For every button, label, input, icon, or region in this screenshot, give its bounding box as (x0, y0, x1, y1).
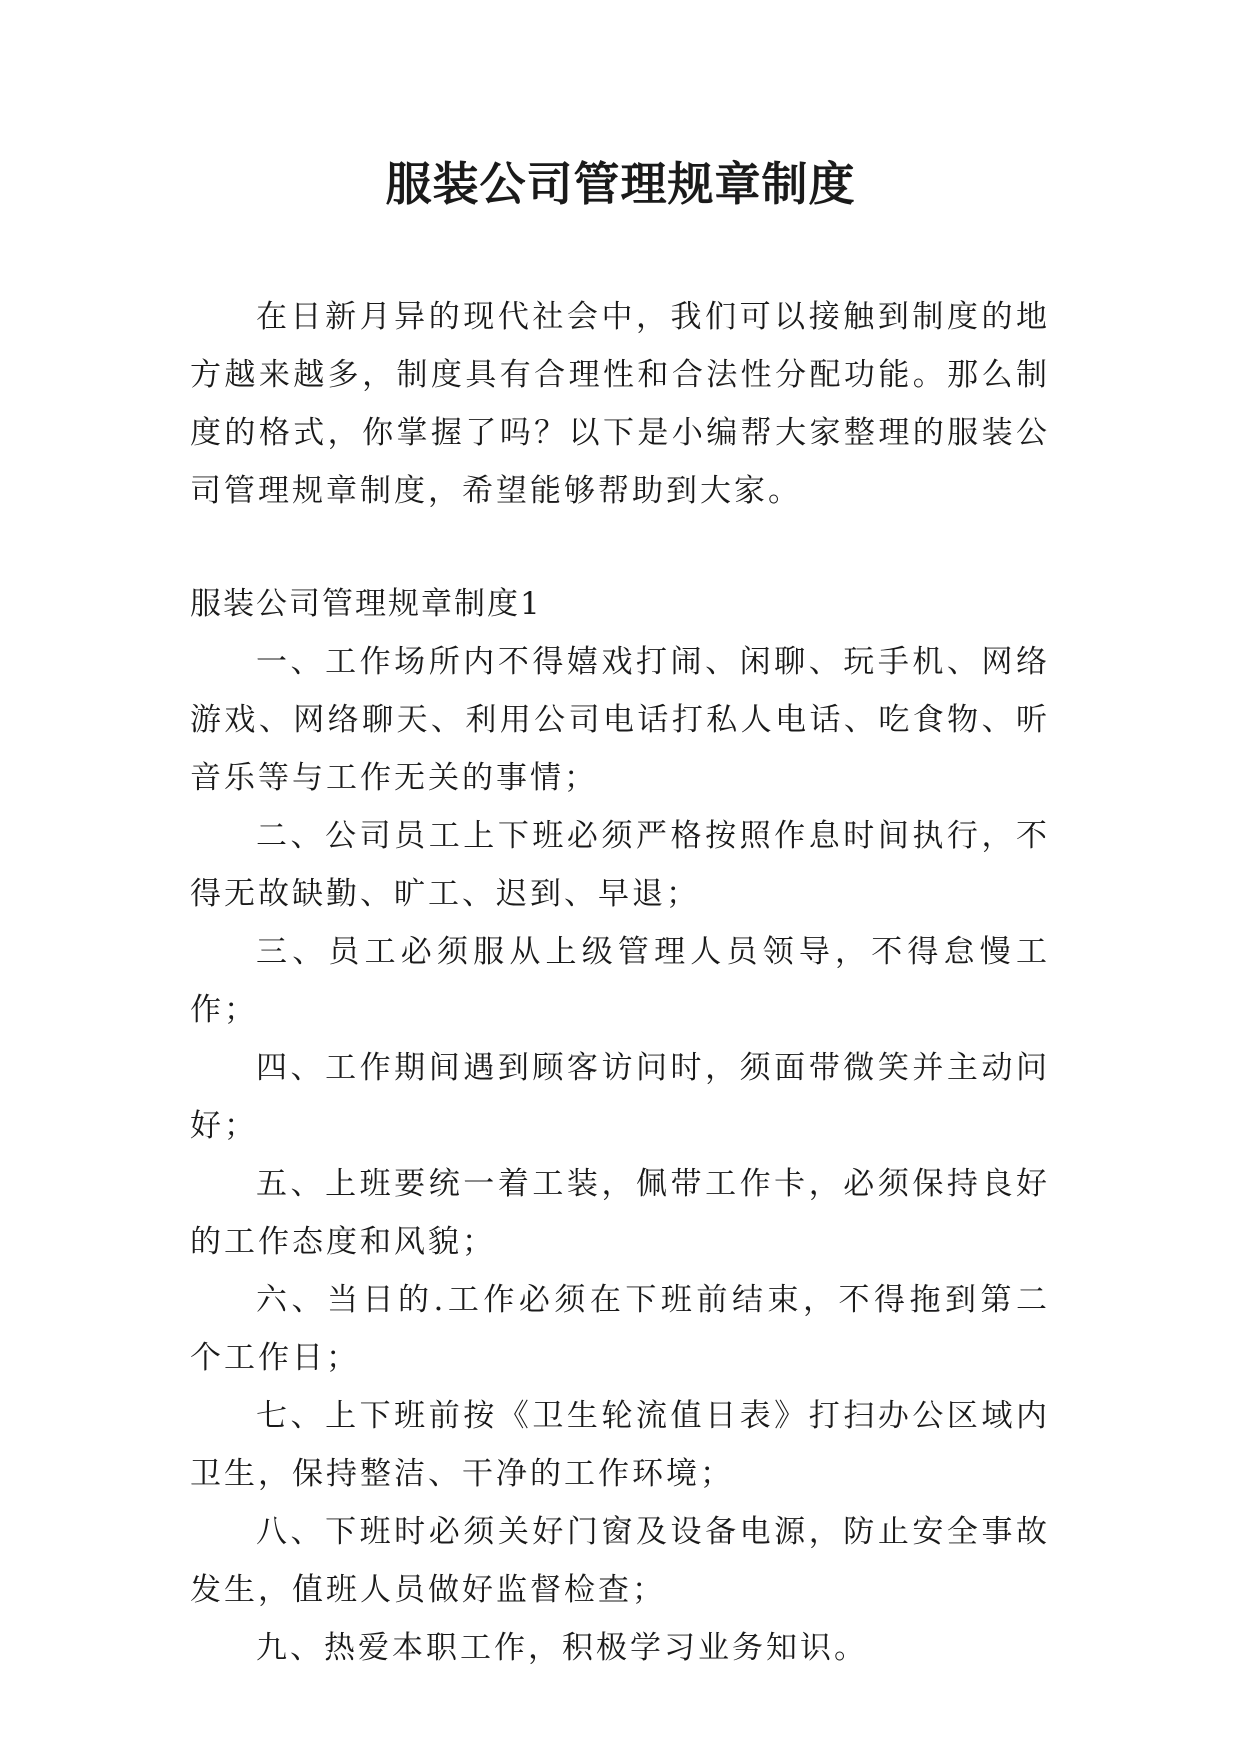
rule-item-5: 五、上班要统一着工装，佩带工作卡，必须保持良好的工作态度和风貌； (190, 1166, 1050, 1260)
rule-item-1: 一、工作场所内不得嬉戏打闹、闲聊、玩手机、网络游戏、网络聊天、利用公司电话打私人电话、吃食物、听音乐等与工作无关的事情； (190, 644, 1050, 796)
rule-item-4: 四、工作期间遇到顾客访问时，须面带微笑并主动问好； (190, 1050, 1050, 1144)
document-title: 服装公司管理规章制度 (385, 157, 856, 211)
rule-item-7: 七、上下班前按《卫生轮流值日表》打扫办公区域内卫生，保持整洁、干净的工作环境； (190, 1398, 1050, 1492)
rule-item-2: 二、公司员工上下班必须严格按照作息时间执行，不得无故缺勤、旷工、迟到、早退； (190, 818, 1050, 912)
rule-item-6: 六、当日的.工作必须在下班前结束，不得拖到第二个工作日； (190, 1282, 1050, 1376)
rules-list (190, 633, 1050, 1677)
section-heading: 服装公司管理规章制度1 (190, 586, 542, 622)
intro-paragraph: 在日新月异的现代社会中，我们可以接触到制度的地方越来越多，制度具有合理性和合法性分配功能。那么制度的格式，你掌握了吗？以下是小编帮大家整理的服装公司管理规章制度，希望能够帮助到大家。 (190, 299, 1050, 509)
rule-item-8: 八、下班时必须关好门窗及设备电源，防止安全事故发生，值班人员做好监督检查； (190, 1514, 1050, 1608)
rule-item-3: 三、员工必须服从上级管理人员领导，不得怠慢工作； (190, 934, 1050, 1028)
rule-item-9: 九、热爱本职工作，积极学习业务知识。 (256, 1630, 868, 1666)
